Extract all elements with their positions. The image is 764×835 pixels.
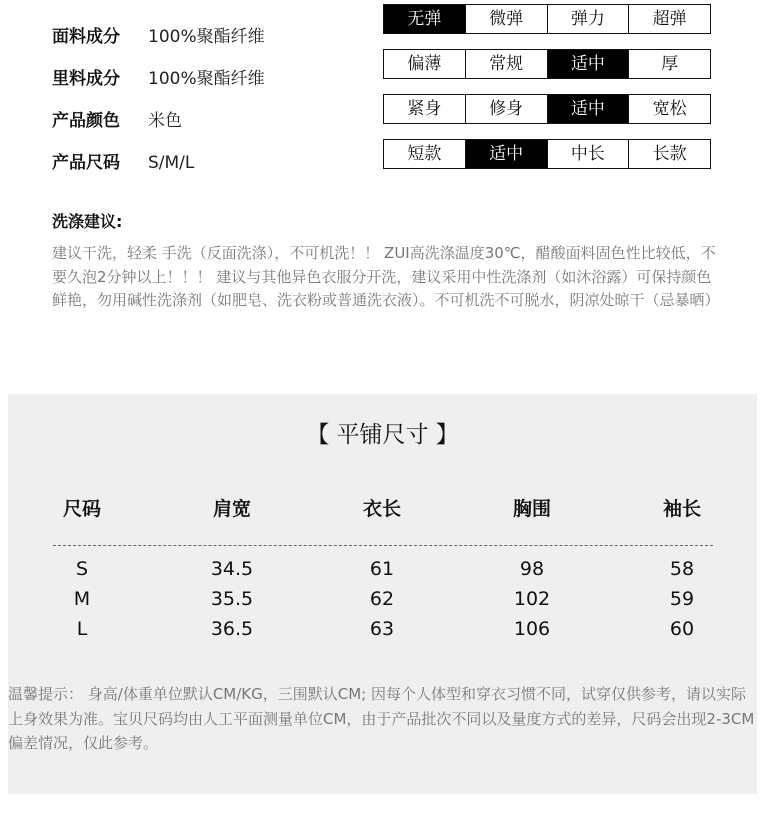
- cell-shoulder: 35.5: [210, 588, 254, 610]
- spec-value: S/M/L: [148, 153, 195, 173]
- scale-option: 微弹: [465, 5, 547, 33]
- cell-size: S: [75, 558, 89, 580]
- spec-value: 100%聚酯纤维: [148, 69, 265, 89]
- cell-chest: 106: [513, 618, 551, 640]
- scale-option: 无弹: [384, 5, 465, 33]
- scale-option: 弹力: [547, 5, 629, 33]
- column-header-chest: 胸围: [512, 498, 551, 520]
- size-chart-panel: [8, 394, 757, 794]
- spec-row-fabric: [52, 22, 265, 47]
- spec-key: 产品尺码: [52, 153, 120, 173]
- scale-option: 超弹: [628, 5, 710, 33]
- spec-value: 米色: [148, 111, 182, 131]
- scale-option: 偏薄: [407, 54, 442, 74]
- wash-title: 洗涤建议:: [52, 212, 123, 231]
- cell-shoulder: 34.5: [210, 558, 254, 580]
- scale-option: 常规: [465, 50, 547, 78]
- scale-option: 紧身: [407, 99, 442, 119]
- wash-instructions: 建议干洗，轻柔 手洗（反面洗涤），不可机洗！！ ZUI高洗涤温度30℃，醋酸面料固色性比较低，不要久泡2分钟以上！！！ 建议与其他异色衣服分开洗，建议采用中性洗涤剂（如沐浴露）可保持颜色鲜艳，勿用碱性洗涤剂（如肥皂、洗衣粉或普通洗衣液）。不可机洗不可脱水，阴凉处晾干（忌暴晒）: [52, 244, 720, 309]
- cell-length: 62: [369, 588, 395, 610]
- table-divider: [53, 545, 713, 546]
- scale-option: 适中: [547, 50, 629, 78]
- cell-sleeve: 60: [669, 618, 695, 640]
- scale-option: 适中: [547, 95, 629, 123]
- cell-chest: 102: [513, 588, 551, 610]
- length-scale: [383, 139, 711, 169]
- cell-sleeve: 59: [669, 588, 695, 610]
- cell-size: M: [73, 588, 91, 610]
- spec-row-color: [52, 106, 182, 131]
- size-note: 温馨提示： 身高/体重单位默认CM/KG，三围默认CM; 因每个人体型和穿衣习惯不同，试穿仅供参考，请以实际上身效果为准。宝贝尺码均由人工平面测量单位CM，由于产品批次不同以及量度方式的差异，尺码会出现2-3CM偏差情况，仅此参考。: [8, 685, 755, 752]
- spec-value: 100%聚酯纤维: [148, 27, 265, 47]
- cell-sleeve: 58: [669, 558, 695, 580]
- scale-option: 短款: [407, 144, 442, 164]
- column-header-length: 衣长: [362, 498, 401, 520]
- spec-row-lining: [52, 64, 265, 89]
- scale-option: 适中: [465, 140, 547, 168]
- thickness-scale: [383, 49, 711, 79]
- scale-option: 中长: [547, 140, 629, 168]
- column-header-sleeve: 袖长: [662, 498, 701, 520]
- spec-key: 里料成分: [52, 69, 120, 89]
- spec-key: 产品颜色: [52, 111, 120, 131]
- scale-option: 修身: [465, 95, 547, 123]
- scale-option: 宽松: [628, 95, 710, 123]
- size-chart-title: 【 平铺尺寸 】: [306, 422, 459, 448]
- elasticity-scale: [383, 4, 711, 34]
- column-header-shoulder: 肩宽: [212, 498, 251, 520]
- cell-size: L: [76, 618, 88, 640]
- cell-length: 63: [369, 618, 395, 640]
- column-header-size: 尺码: [62, 498, 101, 520]
- scale-option: 长款: [628, 140, 710, 168]
- spec-key: 面料成分: [52, 27, 120, 47]
- cell-length: 61: [369, 558, 395, 580]
- fit-scale: [383, 94, 711, 124]
- cell-chest: 98: [519, 558, 545, 580]
- scale-option: 厚: [628, 50, 710, 78]
- spec-row-size: [52, 148, 194, 173]
- cell-shoulder: 36.5: [210, 618, 254, 640]
